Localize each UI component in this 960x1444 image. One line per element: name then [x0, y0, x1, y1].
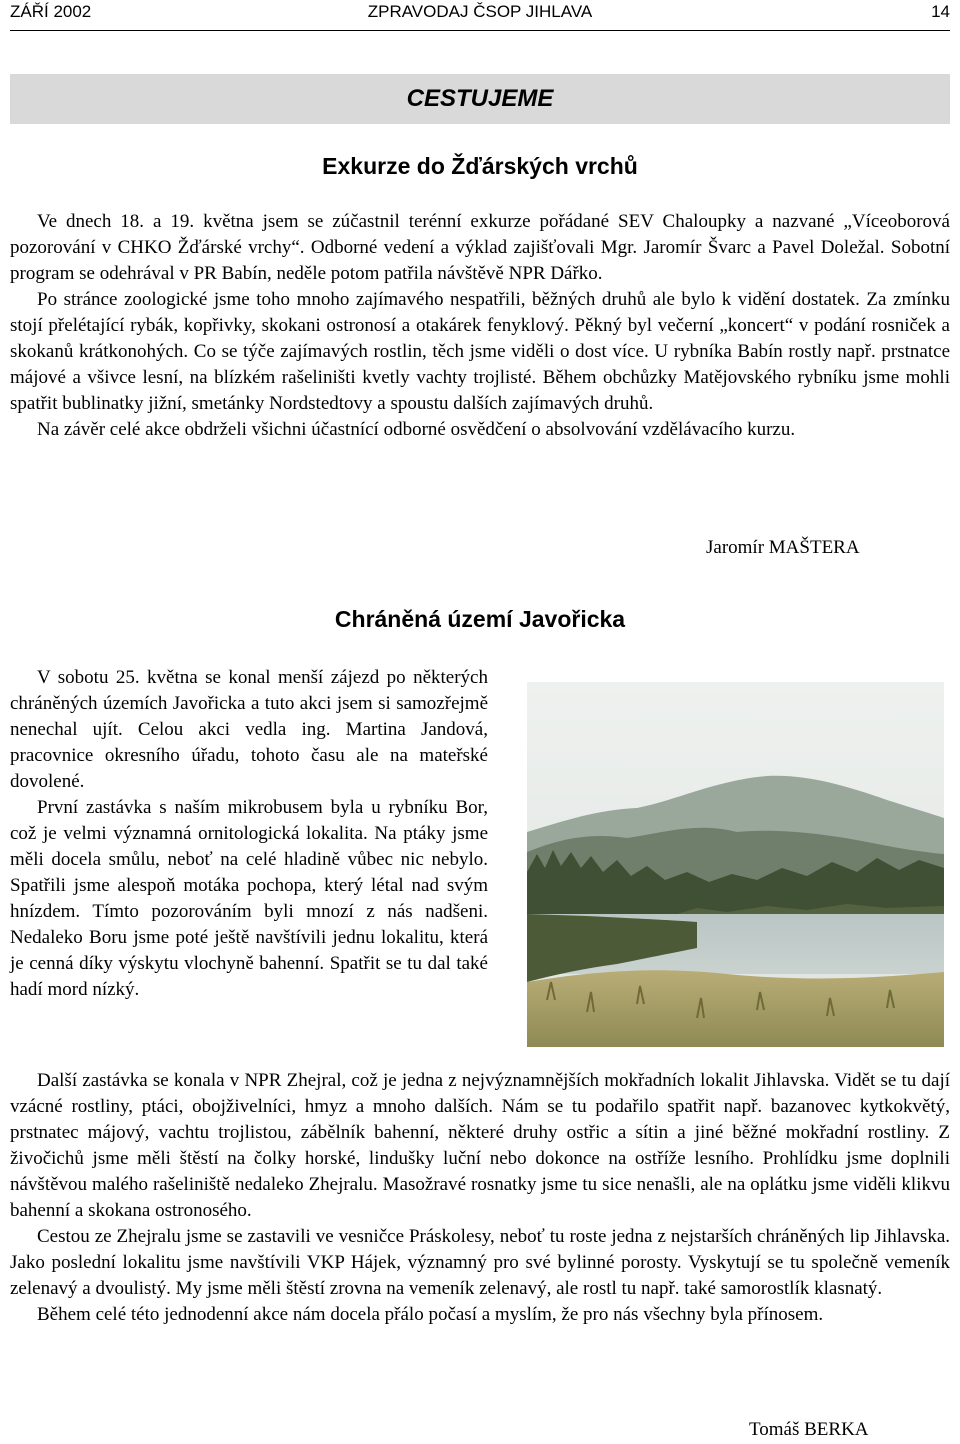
article1-author: Jaromír MAŠTERA — [706, 537, 860, 558]
article1-paragraph: Ve dnech 18. a 19. května jsem se zúčastnil terénní exkurze pořádané SEV Chaloupky a nazvané „Víceoborová pozorování v CHKO Žďárské vrchy“. Odborné vedení a výklad zajišťovali Mgr. Jaromír Švarc a Pavel Doležal. Sobotní program se odehrával v PR Babín, neděle potom patřila návštěvě NPR Dářko. — [10, 211, 950, 284]
article2-title: Chráněná území Javořicka — [334, 606, 626, 632]
article2-body — [10, 1068, 950, 1328]
header-publication: ZPRAVODAJ ČSOP JIHLAVA — [367, 2, 593, 21]
article2-paragraph: Během celé této jednodenní akce nám docela přálo počasí a myslím, že pro nás všechny byla přínosem. — [37, 1304, 824, 1325]
article1-body — [10, 209, 950, 443]
article1-title: Exkurze do Žďárských vrchů — [322, 153, 638, 179]
article2-paragraph: V sobotu 25. května se konal menší zájezd po některých chráněných územích Javořicka a tuto akci jsem si samozřejmě nenechal ujít. Celou akci vedla ing. Martina Jandová, pracovnice okresního úřadu, tohoto času ale na mateřské dovolené. — [10, 667, 488, 792]
header-date: ZÁŘÍ 2002 — [10, 2, 92, 21]
article2-author: Tomáš BERKA — [749, 1419, 869, 1440]
article2-paragraph: Další zastávka se konala v NPR Zhejral, což je jedna z nejvýznamnějších mokřadních lokalit Jihlavska. Vidět se tu dají vzácné rostliny, ptáci, obojživelníci, hmyz a mnoho dalších. Nám se tu podařilo spatřit např. bazanovec kytkokvětý, prstnatec májový, vachtu trojlistou, zábělník bahenní, některé druhy ostřic a sítin a jiné běžné mokřadní rostliny. Z živočichů jsme měli štěstí na čolky horské, lindušky luční nebo dokonce na ostříže lesního. Prohlídku jsme doplnili návštěvou malého rašeliniště nedaleko Zhejralu. Masožravé rosnatky jsme tu sice nenašli, ale na oplátku jsme viděli klikvu bahenní a skokana ostronosého. — [10, 1070, 950, 1221]
article1-paragraph: Po stránce zoologické jsme toho mnoho zajímavého nespatřili, běžných druhů ale bylo k vidění dostatek. Za zmínku stojí přelétající rybák, kopřivky, skokani ostronosí a otakárek fenyklový. Pěkný byl večerní „koncert“ v podání rosniček a skokanů krátkonohých. Co se týče zajímavých rostlin, těch jsme viděli o dost více. U rybníka Babín rostly např. prstnatce májové a všivce lesní, na blízkém rašeliništi kvetly vachty trojlisté. Během obchůzky Matějovského rybníku jsme mohli spatřit bublinatky jižní, smetánky Nordstedtovy a spoustu dalších zajímavých druhů. — [10, 289, 950, 414]
article2-paragraph: První zastávka s naším mikrobusem byla u rybníku Bor, což je velmi významná ornitologická lokalita. Na ptáky jsme měli docela smůlu, neboť na celé hladině vůbec nic nebylo. Spatřili jsme alespoň motáka pochopa, který létal nad svým hnízdem. Tímto pozorováním byli mnozí z nás nadšeni. Nedaleko Boru jsme poté ještě navštívili jednu lokalitu, která je cenná díky výskytu vlochyně bahenní. Spatřit se tu dal také hadí mord nízký. — [10, 797, 488, 1000]
article2-left-column — [10, 665, 488, 1003]
section-banner: CESTUJEME — [10, 74, 950, 124]
page-header — [10, 0, 950, 31]
header-page-number: 14 — [931, 2, 950, 21]
lake-photo — [527, 682, 944, 1047]
article1-paragraph: Na závěr celé akce obdrželi všichni účastnící odborné osvědčení o absolvování vzdělávacího kurzu. — [37, 419, 796, 440]
article2-paragraph: Cestou ze Zhejralu jsme se zastavili ve vesničce Práskolesy, neboť tu roste jedna z nejstarších chráněných lip Jihlavska. Jako poslední lokalitu jsme navštívili VKP Hájek, významný pro své bylinné porosty. Vyskytují se tu společně vemeník zelenavý a dvoulistý. My jsme měli štěstí zrovna na vemeník zelenavý, ale rostl tu např. také samorostlík klasnatý. — [10, 1226, 950, 1299]
